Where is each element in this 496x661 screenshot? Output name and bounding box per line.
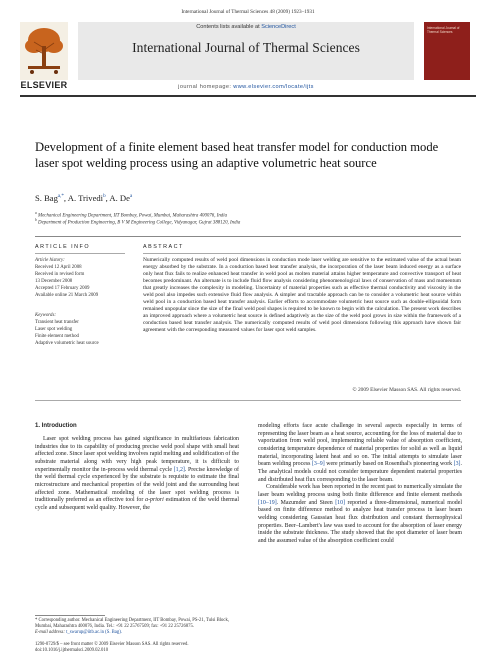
elsevier-tree-logo [20,22,68,80]
body-text: . The analytical models could not consider temperature dependent material properties and distributed heat flux corresponding to the laser beam. [258,461,462,483]
journal-citation: International Journal of Thermal Sciences 48 (2009) 1923–1931 [181,9,315,15]
footnote-rule [35,615,105,616]
history-item: Available online 21 March 2009 [35,292,99,298]
copyright-notice: © 2009 Elsevier Masson SAS. All rights reserved. [352,387,461,393]
body-text: . Precise knowledge of the weld thermal cycle experienced by the substrate is requisite to estimate the final microstructure and mechanical properties of the weld joint and the surrounding heat affected zone. Mathematical modeling of the laser spot welding process is traditionally preferred as an effective tool for [35,466,240,504]
author-name: A. Trivedi [67,193,104,203]
keywords-label: Keywords: [35,313,57,318]
author-list: S. Bag$^{a,*}$, A. Trivedi$^b$, A. De$^a$ [35,193,133,203]
cover-title: International Journal of Thermal Sciences [427,26,460,34]
keyword-item: Transient heat transfer [35,319,79,325]
email-label: E-mail address: [35,630,65,635]
body-column-left [35,436,239,513]
history-item: Accepted 17 February 2009 [35,285,90,291]
journal-homepage-line [78,84,414,90]
history-item: 13 December 2008 [35,278,73,284]
issn-line: 1290-0729/$ – see front matter © 2009 Elsevier Masson SAS. All rights reserved. [35,642,189,647]
author-name: A. De [109,193,130,203]
body-text: Considerable work has been reported in the recent past to numerically simulate the laser beam welding process using both finite difference and finite element methods [258,484,462,498]
contents-prefix: Contents lists available at [196,24,260,30]
citation-link[interactable]: [1,2] [173,466,185,473]
citation-link[interactable]: [10–19] [258,499,277,506]
affiliation-mark: a [35,211,37,215]
body-text: Laser spot welding process has gained significance in multifarious fabrication industries due to its capability of producing precise weld pool shape with small heat affected zone. Since laser spot welding involves rapid melting and solidification of the substrate material along with very high peak temperature, it is difficult to experimentally monitor the in-process weld thermal cycle [35,436,239,473]
keywords [35,313,130,348]
front-matter-info [35,642,295,654]
affiliation-text: Mechanical Engineering Department, IIT Bombay, Powai, Mumbai, Maharashtra 400076, India [38,213,228,219]
italic-term: a-priori [145,497,164,504]
homepage-link[interactable]: www.elsevier.com/locate/ijts [233,84,314,90]
history-item: Received in revised form [35,271,85,277]
abstract-text: Numerically computed results of weld pool dimensions in conduction mode laser welding are sensitive to the estimated value of the actual beam energy absorbed by the substrate. In a conduction based heat transfer analysis, the incorporation of the laser beam induced energy as a surface only heat flux fails to realize enhanced heat transfer in weld pool as molten material attains higher temperature and convective transport of heat becomes predominant. An alternate is to include fluid flow analysis considering phenomenological laws of conservation of mass and momentum that greatly increases the complexity in modeling. Uncertainty of material properties such as effective thermal conductivity and viscosity in the weld pool also impedes such extensive fluid flow analysis. A simpler and tractable approach can be to consider a volumetric heat source within weld pool in a conduction based heat transfer analysis. Earlier efforts to accommodate volumetric heat source such as double-ellipsoidal form remained unpopular since the size of the final weld pool shapes is required to be known to begin with the calculation. The present work describes an improved approach where a volumetric heat source is defined adaptively as the size of the weld pool grows in size within the framework of a conduction based heat transfer analysis. The numerically computed results of weld pool dimensions following this approach have shown fair agreement with the corresponding measured values for laser spot weld samples. [143,257,461,334]
citation-link[interactable]: [3] [453,461,461,468]
body-text: estimation of the weld thermal cycle and subsequent weld quality. However, the [35,497,239,511]
section-heading-introduction: 1. Introduction [35,423,77,429]
citation-link[interactable]: [10] [335,499,346,506]
journal-title: International Journal of Thermal Sciences [132,40,360,55]
sciencedirect-link[interactable]: ScienceDirect [261,24,296,30]
body-text: were primarily based on Rosenthal's pioneering work [326,461,453,468]
body-text: . Mazumder and Steen [276,499,333,506]
history-label: Article history: [35,258,65,263]
paragraph [258,423,462,484]
article-title: Development of a finite element based heat transfer model for conduction mode laser spot welding process using an adaptive volumetric heat source [35,140,439,170]
keyword-item: Laser spot welding [35,326,73,332]
affiliation-mark: b [35,218,37,222]
footnote-mark: * [35,618,38,623]
author-mark: a,* [57,194,64,200]
keyword-item: Adaptive volumetric heat source [35,340,99,346]
email-link[interactable]: t_swarup@iitb.ac.in (S. Bag). [66,630,122,635]
doi-line: doi:10.1016/j.ijthermalsci.2009.02.010 [35,648,109,653]
paragraph [258,484,462,545]
citation-link[interactable]: [3–9] [311,461,325,468]
homepage-prefix: journal homepage: [178,84,232,90]
divider [143,253,461,254]
article-info-heading: ARTICLE INFO [35,244,91,250]
history-item: Received 12 April 2008 [35,264,82,270]
body-text: modeling efforts face acute challenge in several aspects especially in terms of representing the laser beam as a heat source, accounting for the loss of material due to vaporization from weld pool, implementing reliable value of absorption coefficient, considering temperature dependence of material properties for solid as well as liquid material, incorporating latent heat and so on. The initial attempts to simulate laser beam welding process [258,423,462,468]
divider [35,400,461,401]
author-mark: a [129,194,133,200]
author-mark: b [103,194,106,200]
divider [35,236,461,237]
author-name: S. Bag [35,193,58,203]
corresponding-author-footnote [35,618,239,636]
footnote-text: Corresponding author. Mechanical Engineering Department, IIT Bombay, Powai, PS-21, Tulsi Block, Mumbai, Maharashtra 400076, India. Tel.: +91 22 25767509; fax: +91 22 25726875. [35,618,229,629]
elsevier-wordmark: ELSEVIER [20,80,68,90]
contents-line [78,24,414,30]
header-rule [20,95,476,97]
body-text: reported a three-dimensional, numerical model based on finite difference method to analyze heat transfer process in laser beam welding considering Gaussian heat flux distribution and constant thermophysical properties. Beer–Lambert's law was used to account for the absorption of laser energy inside the substrate thickness. The study showed that the spot diameter of laser beam and the assumed value of the absorption coefficient could [258,499,462,544]
keyword-item: Finite element method [35,333,80,339]
divider [35,253,125,254]
affiliation-b [35,218,240,226]
body-column-right [258,423,462,546]
affiliation-text: Department of Production Engineering, B V M Engineering College, Vidyanagar, Gujrat 388120, India [38,220,241,226]
abstract-heading: ABSTRACT [143,244,184,250]
article-history [35,258,130,299]
